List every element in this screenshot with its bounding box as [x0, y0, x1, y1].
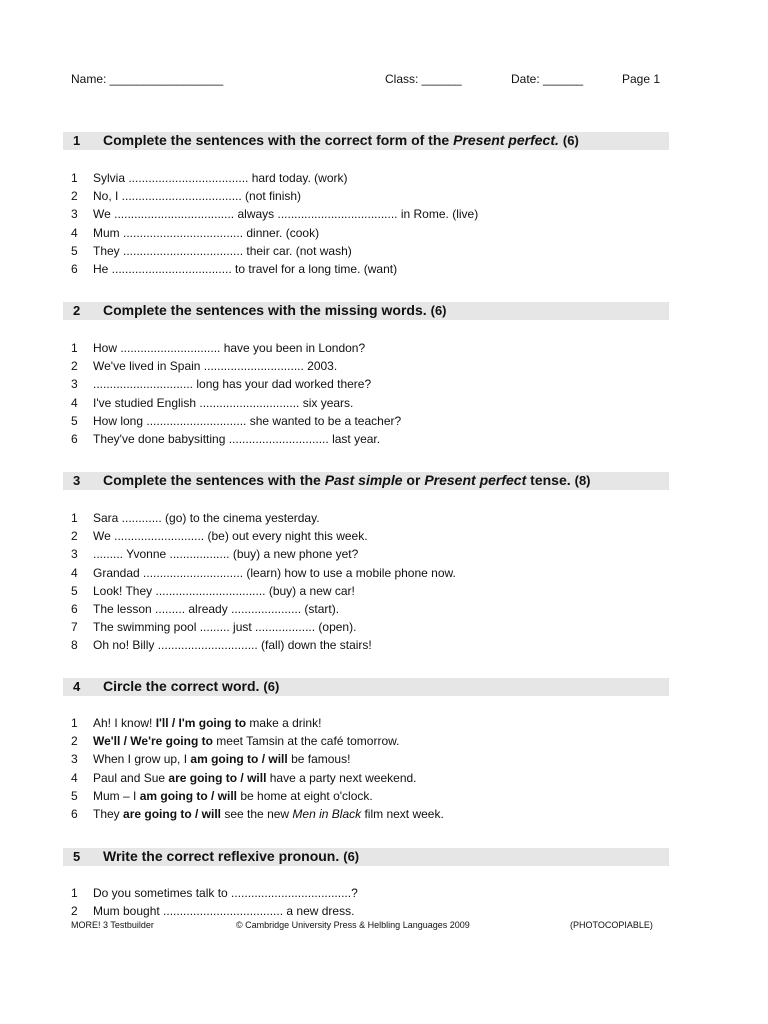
section-title: Complete the sentences with the missing words. (6) [103, 302, 447, 318]
item-number: 1 [71, 716, 78, 730]
footer-book-title: MORE! 3 Testbuilder [71, 920, 154, 930]
item-text [93, 771, 417, 785]
item-text: ......... Yvonne .................. (buy) a new phone yet? [93, 547, 359, 562]
item-text [93, 716, 321, 730]
section-3-header [63, 472, 669, 490]
item-number: 4 [71, 565, 78, 580]
section-marks: (6) [430, 303, 447, 318]
item-number: 7 [71, 620, 78, 635]
section-number: 4 [73, 679, 81, 694]
section-2-header [63, 302, 669, 320]
answer-options: are going to / will [123, 806, 222, 821]
item-number: 1 [71, 341, 78, 355]
footer-copyright: © Cambridge University Press & Helbling Languages 2009 [236, 920, 470, 930]
answer-options: am going to / will [190, 752, 288, 767]
item-text: They .................................... their car. (not wash) [93, 243, 352, 258]
page-number: Page 1 [622, 72, 661, 86]
item-text: How long .............................. she wanted to be a teacher? [93, 413, 402, 428]
item-number: 5 [71, 413, 78, 428]
section-number: 5 [73, 849, 81, 864]
item-number: 1 [71, 886, 78, 900]
section-number: 3 [73, 473, 81, 488]
item-text: We've lived in Spain .............................. 2003. [93, 359, 338, 374]
item-text: Sylvia .................................... hard today. (work) [93, 171, 348, 185]
item-number: 3 [71, 752, 78, 767]
item-text: Oh no! Billy .............................. (fall) down the stairs! [93, 638, 372, 653]
name-field-label: Name: _________________ [71, 72, 224, 86]
item-text: How .............................. have you been in London? [93, 341, 366, 355]
item-text: We .................................... always .................................... in Rome. (live) [93, 207, 479, 222]
answer-options: are going to / will [168, 770, 267, 785]
item-text [93, 789, 373, 803]
item-number: 3 [71, 207, 78, 222]
answer-options: I'll / I'm going to [155, 716, 247, 730]
item-number: 1 [71, 511, 78, 525]
item-text: Do you sometimes talk to ....................................? [93, 886, 358, 900]
item-number: 5 [71, 243, 78, 258]
answer-options: am going to / will [139, 788, 238, 803]
section-number: 1 [73, 133, 81, 148]
item-text: Sara ............ (go) to the cinema yesterday. [93, 511, 320, 525]
section-marks: (6) [343, 849, 360, 864]
item-text: I've studied English .............................. six years. [93, 395, 354, 410]
item-text [93, 807, 444, 821]
item-text-part: meet Tamsin at the café tomorrow. [212, 734, 400, 749]
section-title: Circle the correct word. (6) [103, 678, 280, 694]
item-text: The swimming pool ......... just .................. (open). [93, 620, 357, 635]
item-number: 4 [71, 225, 78, 240]
section-marks: (6) [263, 679, 280, 694]
section-marks: (8) [574, 473, 591, 488]
item-text-part: make a drink! [246, 716, 322, 730]
item-text-part: When I grow up, I [93, 752, 191, 767]
item-number: 4 [71, 770, 78, 785]
item-text-part: Mum – I [93, 788, 140, 803]
section-5-header [63, 848, 669, 866]
item-text-part: Paul and Sue [93, 770, 169, 785]
item-number: 6 [71, 806, 78, 821]
section-title: Complete the sentences with the correct form of the Present perfect. (6) [103, 132, 579, 148]
film-title: Men in Black [292, 806, 362, 821]
item-number: 4 [71, 395, 78, 410]
item-number: 2 [71, 189, 78, 204]
item-text: The lesson ......... already ..................... (start). [93, 601, 340, 616]
item-number: 1 [71, 171, 78, 185]
item-number: 2 [71, 734, 78, 749]
section-number: 2 [73, 303, 81, 318]
item-text-part: They [93, 806, 124, 821]
class-field-label: Class: ______ [385, 72, 462, 86]
section-marks: (6) [562, 133, 579, 148]
item-number: 2 [71, 529, 78, 544]
item-text: Grandad .............................. (learn) how to use a mobile phone now. [93, 565, 456, 580]
section-title: Write the correct reflexive pronoun. (6) [103, 848, 360, 864]
item-text: No, I .................................... (not finish) [93, 189, 302, 204]
section-1-header [63, 132, 669, 150]
date-field-label: Date: ______ [511, 72, 584, 86]
item-text [93, 734, 399, 748]
item-number: 2 [71, 359, 78, 374]
item-number: 6 [71, 601, 78, 616]
item-text: We ........................... (be) out every night this week. [93, 529, 368, 544]
section-title: Complete the sentences with the Past simple or Present perfect tense. (8) [103, 472, 591, 488]
footer-photocopiable: (PHOTOCOPIABLE) [570, 920, 653, 930]
item-text-part: be famous! [287, 752, 351, 767]
item-text: They've done babysitting .............................. last year. [93, 431, 381, 446]
item-text: .............................. long has your dad worked there? [93, 377, 372, 392]
item-number: 3 [71, 547, 78, 562]
item-text: Mum bought .................................... a new dress. [93, 904, 355, 919]
item-text-part: film next week. [361, 806, 444, 821]
item-text-part: have a party next weekend. [266, 770, 417, 785]
item-text: Mum .................................... dinner. (cook) [93, 225, 320, 240]
item-number: 3 [71, 377, 78, 392]
item-text-part: be home at eight o'clock. [237, 788, 373, 803]
page-header [0, 72, 768, 90]
item-text-part: see the new [221, 806, 293, 821]
item-number: 6 [71, 431, 78, 446]
item-number: 5 [71, 583, 78, 598]
item-text [93, 752, 350, 766]
item-text: He .................................... to travel for a long time. (want) [93, 261, 398, 276]
item-number: 5 [71, 788, 78, 803]
section-4-header [63, 678, 669, 696]
item-number: 6 [71, 261, 78, 276]
item-number: 2 [71, 904, 78, 919]
item-text-part: Ah! I know! [93, 716, 156, 730]
item-text: Look! They ................................. (buy) a new car! [93, 583, 355, 598]
item-number: 8 [71, 638, 78, 653]
answer-options: We'll / We're going to [93, 734, 213, 749]
